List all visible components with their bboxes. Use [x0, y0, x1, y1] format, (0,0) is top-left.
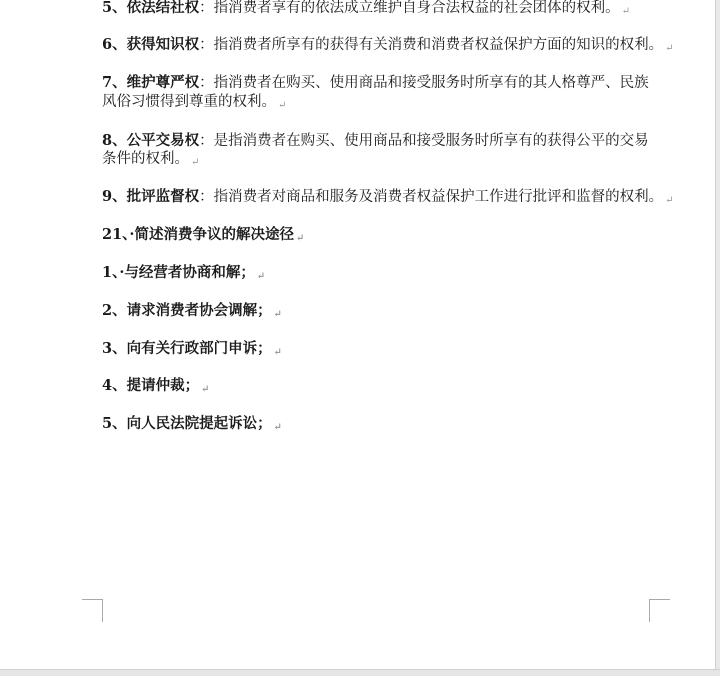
paragraph-mark-icon: ↵	[273, 309, 282, 320]
page-bottom-edge	[0, 669, 720, 676]
item-text: 是指消费者在购买、使用商品和接受服务时所享有的获得公平的交易	[213, 133, 649, 149]
paragraph-mark-icon: ↵	[201, 384, 210, 395]
answer-item-2	[102, 301, 282, 325]
question-heading	[102, 225, 304, 249]
right-item-7	[102, 73, 649, 93]
item-number: 8、	[102, 132, 127, 149]
answer-item-4	[102, 376, 209, 400]
answer-text: 2、请求消费者协会调解；	[102, 302, 272, 319]
paragraph-mark-icon: ↵	[256, 271, 266, 282]
item-term: 获得知识权	[126, 36, 200, 53]
answer-item-5	[102, 414, 282, 438]
item-term: 公平交易权	[126, 132, 200, 149]
right-item-9	[102, 187, 673, 211]
answer-text: 1、·与经营者协商和解；	[102, 264, 255, 281]
item-text: 指消费者享有的依法成立维护自身合法权益的社会团体的权利。	[213, 0, 620, 16]
paragraph-mark-icon: ↵	[273, 422, 282, 433]
paragraph-mark-icon: ↵	[665, 43, 674, 54]
item-text: 指消费者在购买、使用商品和接受服务时所享有的其人格尊严、民族	[213, 75, 649, 91]
answer-item-3	[102, 339, 282, 363]
answer-text: 3、向有关行政部门申诉；	[102, 340, 272, 357]
item-text: 指消费者对商品和服务及消费者权益保护工作进行批评和监督的权利。	[213, 189, 664, 205]
item-colon: ：	[199, 0, 214, 16]
item-number: 6、	[102, 36, 127, 53]
margin-corner-mark-left	[82, 599, 103, 622]
item-term: 批评监督权	[126, 188, 200, 205]
question-text: 21、·简述消费争议的解决途径	[102, 226, 294, 243]
paragraph-mark-icon: ↵	[191, 157, 200, 168]
answer-text: 5、向人民法院提起诉讼；	[102, 415, 272, 432]
item-text: 指消费者所享有的获得有关消费和消费者权益保护方面的知识的权利。	[213, 37, 664, 53]
paragraph-mark-icon: ↵	[621, 6, 630, 17]
window-right-edge	[715, 0, 720, 676]
right-item-7-continuation	[102, 92, 286, 116]
answer-text: 4、提请仲裁；	[102, 377, 200, 394]
item-number: 7、	[102, 74, 127, 91]
item-colon: ：	[199, 75, 214, 91]
paragraph-mark-icon: ↵	[278, 100, 287, 111]
paragraph-mark-icon: ↵	[273, 347, 282, 358]
right-item-6	[102, 35, 673, 59]
item-colon: ：	[199, 37, 214, 53]
item-colon: ：	[199, 189, 214, 205]
item-term: 依法结社权	[126, 0, 200, 16]
item-text-continued: 条件的权利。	[102, 151, 189, 167]
item-text-continued: 风俗习惯得到尊重的权利。	[102, 94, 276, 110]
item-number: 5、	[102, 0, 127, 16]
right-item-5	[102, 0, 630, 22]
right-item-8	[102, 131, 649, 151]
item-number: 9、	[102, 188, 127, 205]
margin-corner-mark-right	[649, 599, 670, 622]
answer-item-1	[102, 263, 265, 287]
item-colon: ：	[199, 133, 214, 149]
paragraph-mark-icon: ↵	[665, 195, 674, 206]
item-term: 维护尊严权	[126, 74, 200, 91]
right-item-8-continuation	[102, 149, 199, 173]
paragraph-mark-icon: ↵	[295, 233, 305, 244]
